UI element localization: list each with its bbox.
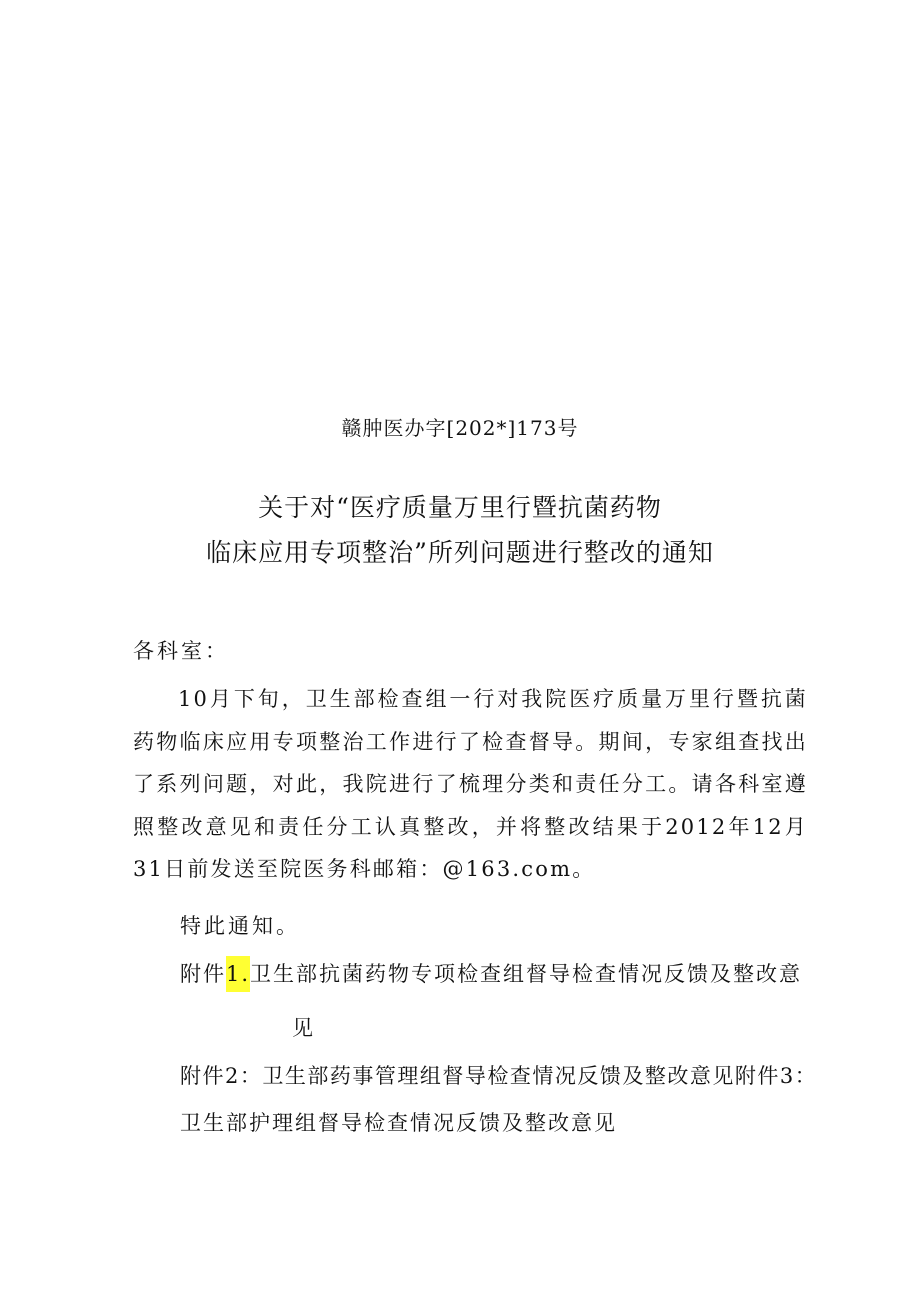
title-line-1: 关于对“医疗质量万里行暨抗菌药物 bbox=[258, 493, 662, 522]
attachment-1-text: 卫生部抗菌药物专项检查组督导检查情况反馈及整改意 bbox=[250, 962, 803, 986]
attachment-1-continuation: 见 bbox=[292, 1016, 313, 1040]
document-number: 赣肿医办字[202*]173号 bbox=[341, 416, 579, 440]
attachment-3-line: 卫生部护理组督导检查情况反馈及整改意见 bbox=[180, 1111, 617, 1135]
attachment-2-line: 附件2：卫生部药事管理组督导检查情况反馈及整改意见附件3： bbox=[180, 1064, 818, 1088]
title-line-2: 临床应用专项整治”所列问题进行整改的通知 bbox=[206, 538, 714, 567]
closing-line: 特此通知。 bbox=[180, 914, 300, 938]
attachment-1 bbox=[180, 958, 810, 988]
body-paragraph: 10月下旬，卫生部检查组一行对我院医疗质量万里行暨抗菌药物临床应用专项整治工作进行了检查督导。期间，专家组查找出了系列问题，对此，我院进行了梳理分类和责任分工。请各科室遵照整改意见和责任分工认真整改，并将整改结果于2012年12月31日前发送至院医务科邮箱：@163.com。 bbox=[133, 687, 808, 881]
attachment-1-number-highlight: 1. bbox=[226, 956, 250, 992]
salutation: 各科室： bbox=[133, 639, 229, 663]
attachment-1-prefix: 附件 bbox=[180, 962, 226, 986]
